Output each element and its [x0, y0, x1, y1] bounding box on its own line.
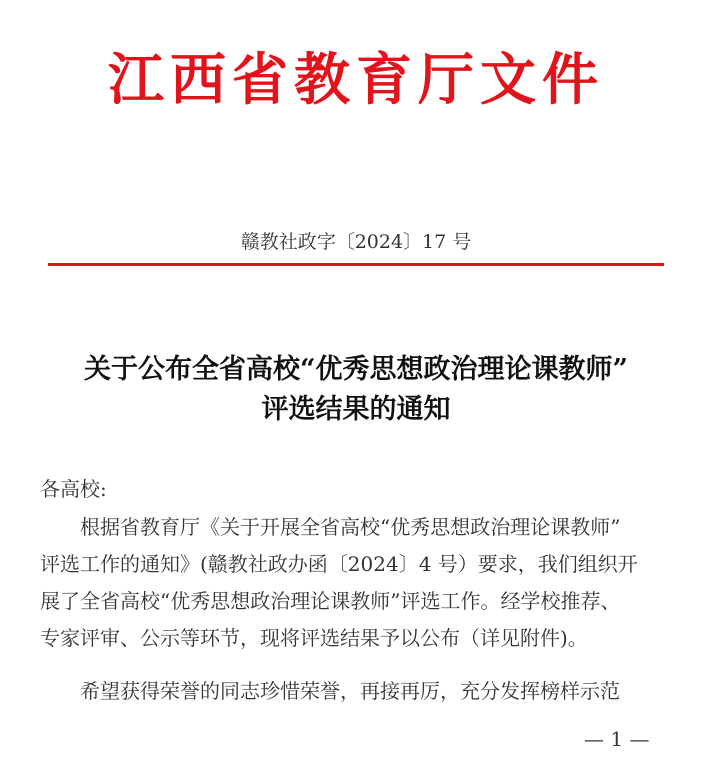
document-number: 赣教社政字〔2024〕17 号 [240, 231, 472, 253]
red-divider-line [48, 263, 664, 266]
paragraph-1-line-3: 展了全省高校“优秀思想政治理论课教师”评选工作。经学校推荐、 [40, 589, 621, 613]
issuer-title: 江西省教育厅文件 [108, 47, 604, 113]
notice-title-line-2: 评选结果的通知 [261, 394, 451, 425]
page-number: — 1 — [584, 727, 650, 751]
paragraph-1-line-2: 评选工作的通知》(赣教社政办函〔2024〕4 号）要求，我们组织开 [40, 552, 638, 576]
paragraph-1-line-4: 专家评审、公示等环节，现将评选结果予以公布（详见附件)。 [40, 626, 588, 650]
paragraph-2-line-1: 希望获得荣誉的同志珍惜荣誉，再接再厉，充分发挥榜样示范 [80, 679, 620, 703]
salutation: 各高校: [40, 477, 107, 501]
notice-title-line-1: 关于公布全省高校“优秀思想政治理论课教师” [83, 354, 629, 385]
paragraph-1-line-1: 根据省教育厅《关于开展全省高校“优秀思想政治理论课教师” [80, 515, 621, 539]
